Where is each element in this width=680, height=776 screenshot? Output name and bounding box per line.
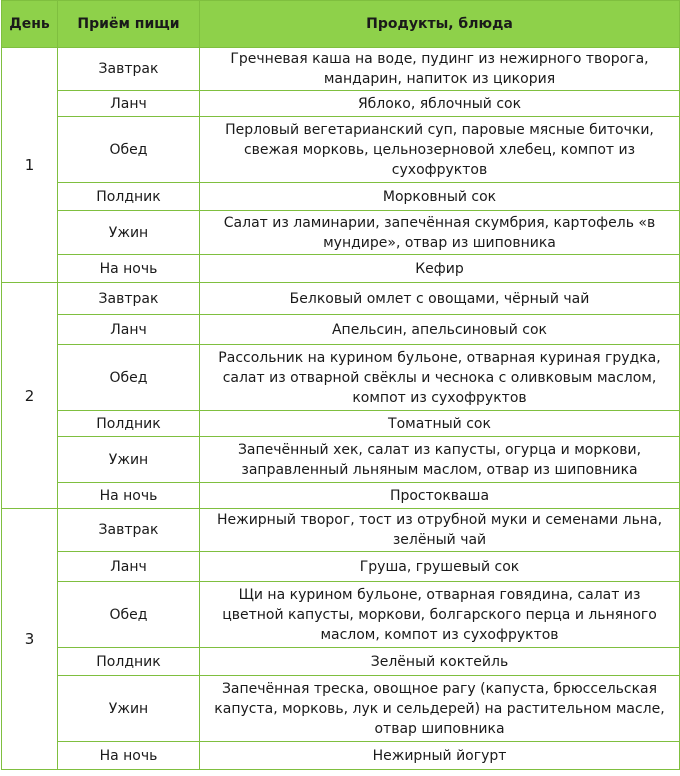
table-row (2, 552, 680, 582)
food-cell: Зелёный коктейль (200, 648, 680, 676)
table-row (2, 509, 680, 552)
table-row (2, 91, 680, 117)
header-row (2, 1, 680, 48)
food-cell: Нежирный творог, тост из отрубной муки и семенами льна, зелёный чай (200, 509, 680, 552)
food-cell: Щи на курином бульоне, отварная говядина, салат из цветной капусты, моркови, болгарского перца и льняного маслом, компот из сухофруктов (200, 582, 680, 648)
meal-cell: Завтрак (58, 48, 200, 91)
food-cell: Рассольник на курином бульоне, отварная куриная грудка, салат из отварной свёклы и чеснока с оливковым маслом, компот из сухофруктов (200, 345, 680, 411)
table-row (2, 345, 680, 411)
food-cell: Гречневая каша на воде, пудинг из нежирного творога, мандарин, напиток из цикория (200, 48, 680, 91)
meal-cell: На ночь (58, 483, 200, 509)
day-number: 3 (2, 509, 58, 770)
diet-menu-table (1, 0, 680, 770)
table-row (2, 255, 680, 283)
table-row (2, 648, 680, 676)
table-row (2, 283, 680, 315)
meal-cell: Полдник (58, 183, 200, 211)
meal-cell: Полдник (58, 648, 200, 676)
food-cell: Перловый вегетарианский суп, паровые мясные биточки, свежая морковь, цельнозерновой хлебец, компот из сухофруктов (200, 117, 680, 183)
table-row (2, 183, 680, 211)
meal-cell: Завтрак (58, 509, 200, 552)
food-cell: Запечённый хек, салат из капусты, огурца и моркови, заправленный льняным маслом, отвар из шиповника (200, 437, 680, 483)
header-meal: Приём пищи (58, 1, 200, 48)
table-row (2, 483, 680, 509)
food-cell: Яблоко, яблочный сок (200, 91, 680, 117)
table-row (2, 211, 680, 255)
table-row (2, 582, 680, 648)
meal-cell: Ланч (58, 315, 200, 345)
meal-cell: Ужин (58, 437, 200, 483)
day-number: 2 (2, 283, 58, 509)
meal-cell: Ужин (58, 211, 200, 255)
meal-cell: На ночь (58, 255, 200, 283)
table-row (2, 742, 680, 770)
food-cell: Морковный сок (200, 183, 680, 211)
food-cell: Кефир (200, 255, 680, 283)
header-food: Продукты, блюда (200, 1, 680, 48)
food-cell: Нежирный йогурт (200, 742, 680, 770)
table-row (2, 48, 680, 91)
meal-cell: Ланч (58, 552, 200, 582)
food-cell: Томатный сок (200, 411, 680, 437)
table-row (2, 676, 680, 742)
table-row (2, 411, 680, 437)
meal-cell: Ужин (58, 676, 200, 742)
header-day: День (2, 1, 58, 48)
food-cell: Груша, грушевый сок (200, 552, 680, 582)
meal-cell: На ночь (58, 742, 200, 770)
meal-cell: Обед (58, 117, 200, 183)
food-cell: Апельсин, апельсиновый сок (200, 315, 680, 345)
meal-cell: Завтрак (58, 283, 200, 315)
meal-cell: Обед (58, 345, 200, 411)
food-cell: Белковый омлет с овощами, чёрный чай (200, 283, 680, 315)
food-cell: Салат из ламинарии, запечённая скумбрия, картофель «в мундире», отвар из шиповника (200, 211, 680, 255)
table-row (2, 315, 680, 345)
table-row (2, 437, 680, 483)
food-cell: Простокваша (200, 483, 680, 509)
food-cell: Запечённая треска, овощное рагу (капуста, брюссельская капуста, морковь, лук и сельдерей) на растительном масле, отвар шиповника (200, 676, 680, 742)
day-number: 1 (2, 48, 58, 283)
meal-cell: Обед (58, 582, 200, 648)
table-row (2, 117, 680, 183)
meal-cell: Ланч (58, 91, 200, 117)
meal-cell: Полдник (58, 411, 200, 437)
